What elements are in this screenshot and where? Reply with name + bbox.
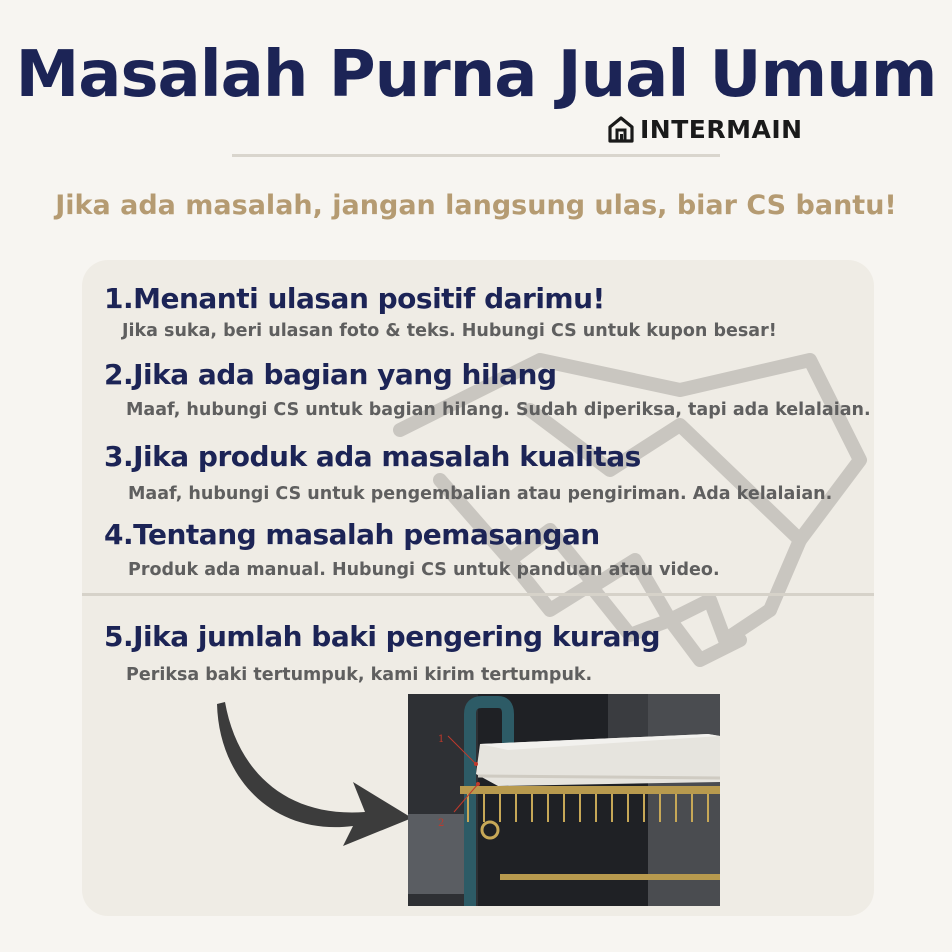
page-subtitle: Jika ada masalah, jangan langsung ulas, biar CS bantu!	[55, 190, 897, 221]
header-divider	[232, 154, 720, 157]
item-3-heading: 3.Jika produk ada masalah kualitas	[104, 440, 641, 473]
photo-label-2: 2	[438, 818, 445, 829]
product-photo	[408, 694, 720, 906]
curved-arrow-icon	[215, 700, 415, 850]
item-4-text: Produk ada manual. Hubungi CS untuk panduan atau video.	[128, 560, 720, 580]
brand-logo-icon	[606, 114, 636, 144]
brand-logo	[606, 112, 803, 146]
item-4-heading: 4.Tentang masalah pemasangan	[104, 518, 600, 551]
item-3-text: Maaf, hubungi CS untuk pengembalian atau pengiriman. Ada kelalaian.	[128, 484, 833, 504]
item-1-heading: 1.Menanti ulasan positif darimu!	[104, 282, 605, 315]
section-divider	[82, 593, 874, 596]
item-5-heading: 5.Jika jumlah baki pengering kurang	[104, 620, 661, 653]
page-title: Masalah Purna Jual Umum	[15, 38, 937, 112]
brand-name: INTERMAIN	[640, 114, 803, 144]
item-1-text: Jika suka, beri ulasan foto & teks. Hubungi CS untuk kupon besar!	[122, 321, 777, 341]
photo-label-1: 1	[438, 734, 445, 745]
item-2-text: Maaf, hubungi CS untuk bagian hilang. Sudah diperiksa, tapi ada kelalaian.	[126, 400, 871, 420]
item-5-text: Periksa baki tertumpuk, kami kirim tertumpuk.	[126, 665, 593, 685]
item-2-heading: 2.Jika ada bagian yang hilang	[104, 358, 557, 391]
